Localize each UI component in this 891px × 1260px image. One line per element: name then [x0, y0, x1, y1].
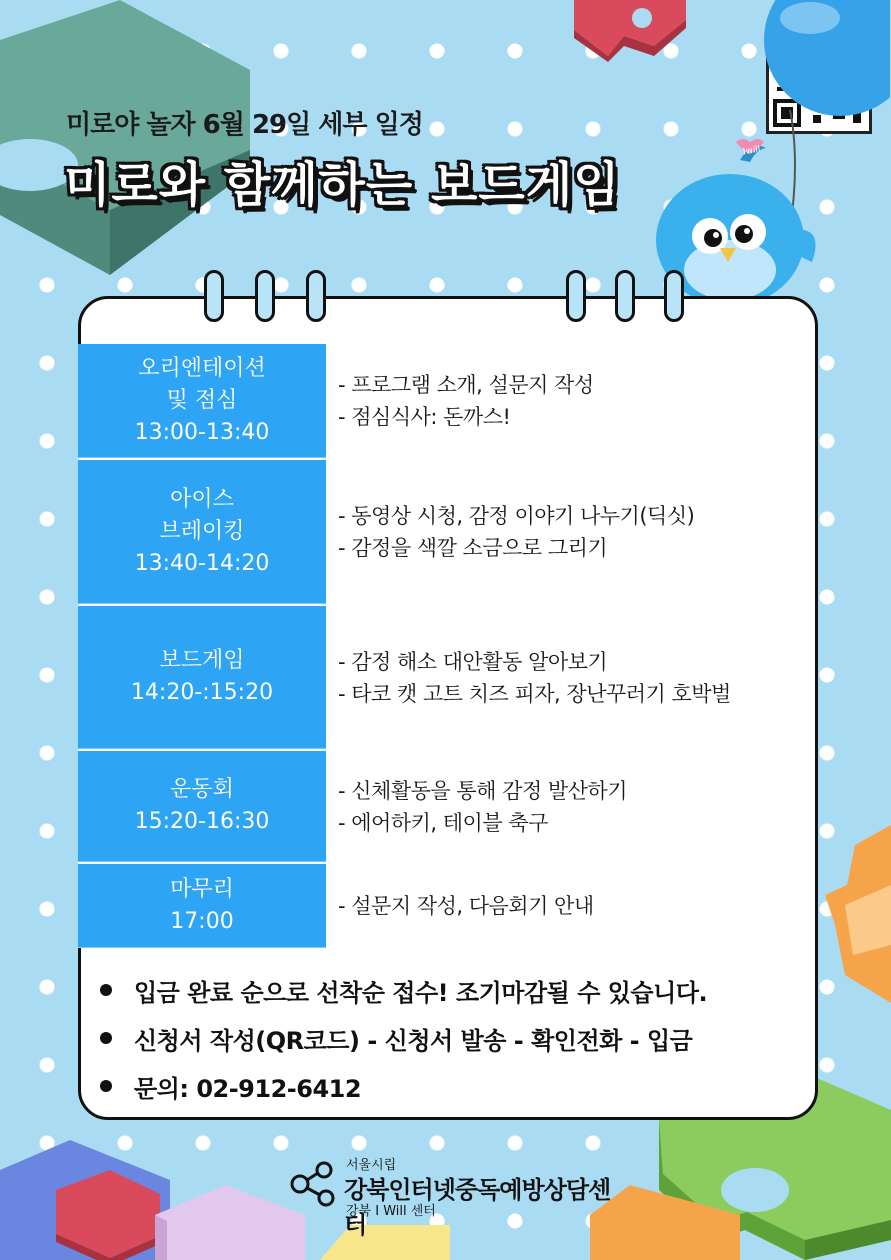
session-label	[78, 606, 326, 749]
binder-ring	[306, 270, 326, 322]
schedule-row	[78, 344, 768, 460]
binder-ring	[615, 270, 635, 322]
session-detail: - 감정을 색깔 소금으로 그리기	[338, 536, 608, 560]
session-name: 및 점심	[166, 387, 238, 413]
schedule-row	[78, 751, 768, 864]
session-detail: - 설문지 작성, 다음회기 안내	[338, 894, 594, 918]
session-label	[78, 344, 326, 458]
mascot-bird-icon	[640, 0, 890, 300]
session-name: 브레이킹	[159, 518, 245, 544]
session-details	[326, 775, 627, 839]
organization-logo	[288, 1152, 628, 1239]
session-label	[78, 460, 326, 604]
organization-name: 강북인터넷중독예방상담센터	[344, 1176, 611, 1239]
puzzle-piece-orange	[825, 825, 891, 1005]
molecule-logo-icon	[288, 1158, 340, 1210]
notice-text: 신청서 작성(QR코드) - 신청서 발송 - 확인전화 - 입금	[134, 1026, 693, 1055]
session-detail: - 타코 캣 고트 치즈 피자, 장난꾸러기 호박벌	[338, 681, 731, 706]
notice-text: 입금 완료 순으로 선착순 접수! 조기마감될 수 있습니다.	[134, 978, 708, 1007]
session-detail: - 감정 해소 대안활동 알아보기	[338, 649, 608, 674]
notice-item	[100, 966, 790, 1014]
session-label	[78, 751, 326, 862]
bullet-icon	[100, 1032, 112, 1044]
session-time: 13:40-14:20	[134, 550, 270, 576]
session-time: 15:20-16:30	[134, 809, 270, 834]
puzzle-piece-blue-left	[0, 1140, 180, 1260]
session-detail: - 프로그램 소개, 설문지 작성	[338, 373, 594, 397]
event-subtitle: 미로야 놀자 6월 29일 세부 일정	[66, 110, 423, 140]
event-title: 미로와 함께하는 보드게임	[64, 157, 621, 213]
notice-list	[100, 966, 790, 1110]
organization-sub: 강북 I Will 센터	[346, 1204, 436, 1219]
session-name: 아이스	[170, 486, 234, 512]
session-detail: - 신체활동을 통해 감정 발산하기	[338, 778, 627, 803]
puzzle-piece-teal	[0, 0, 300, 290]
binder-ring	[255, 270, 275, 322]
session-name: 마무리	[170, 876, 234, 902]
mascot-badge: Iwill	[742, 144, 762, 158]
session-name: 운동회	[170, 777, 234, 802]
binder-ring	[664, 270, 684, 322]
schedule-table	[78, 344, 768, 948]
binder-ring	[566, 270, 586, 322]
session-time: 14:20-:15:20	[130, 680, 274, 705]
session-detail: - 동영상 시청, 감정 이야기 나누기(딕싯)	[338, 504, 695, 528]
session-details	[326, 500, 694, 564]
bullet-icon	[100, 1080, 112, 1092]
session-detail: - 에어하키, 테이블 축구	[338, 810, 548, 835]
organization-top: 서울시립	[346, 1158, 397, 1173]
session-name: 오리엔테이션	[138, 355, 266, 381]
session-name: 보드게임	[159, 648, 245, 673]
session-details	[326, 890, 594, 922]
contact-text[interactable]: 문의: 02-912-6412	[134, 1074, 362, 1103]
bullet-icon	[100, 984, 112, 996]
notice-item	[100, 1014, 790, 1062]
notice-item	[100, 1062, 790, 1110]
session-time: 13:00-13:40	[134, 419, 270, 445]
schedule-row	[78, 460, 768, 606]
binder-ring	[204, 270, 224, 322]
schedule-row	[78, 864, 768, 948]
session-detail: - 점심식사: 돈까스!	[338, 405, 511, 429]
session-details	[326, 369, 594, 433]
session-time: 17:00	[170, 908, 234, 934]
schedule-row	[78, 606, 768, 751]
session-label	[78, 864, 326, 948]
session-details	[326, 646, 731, 710]
